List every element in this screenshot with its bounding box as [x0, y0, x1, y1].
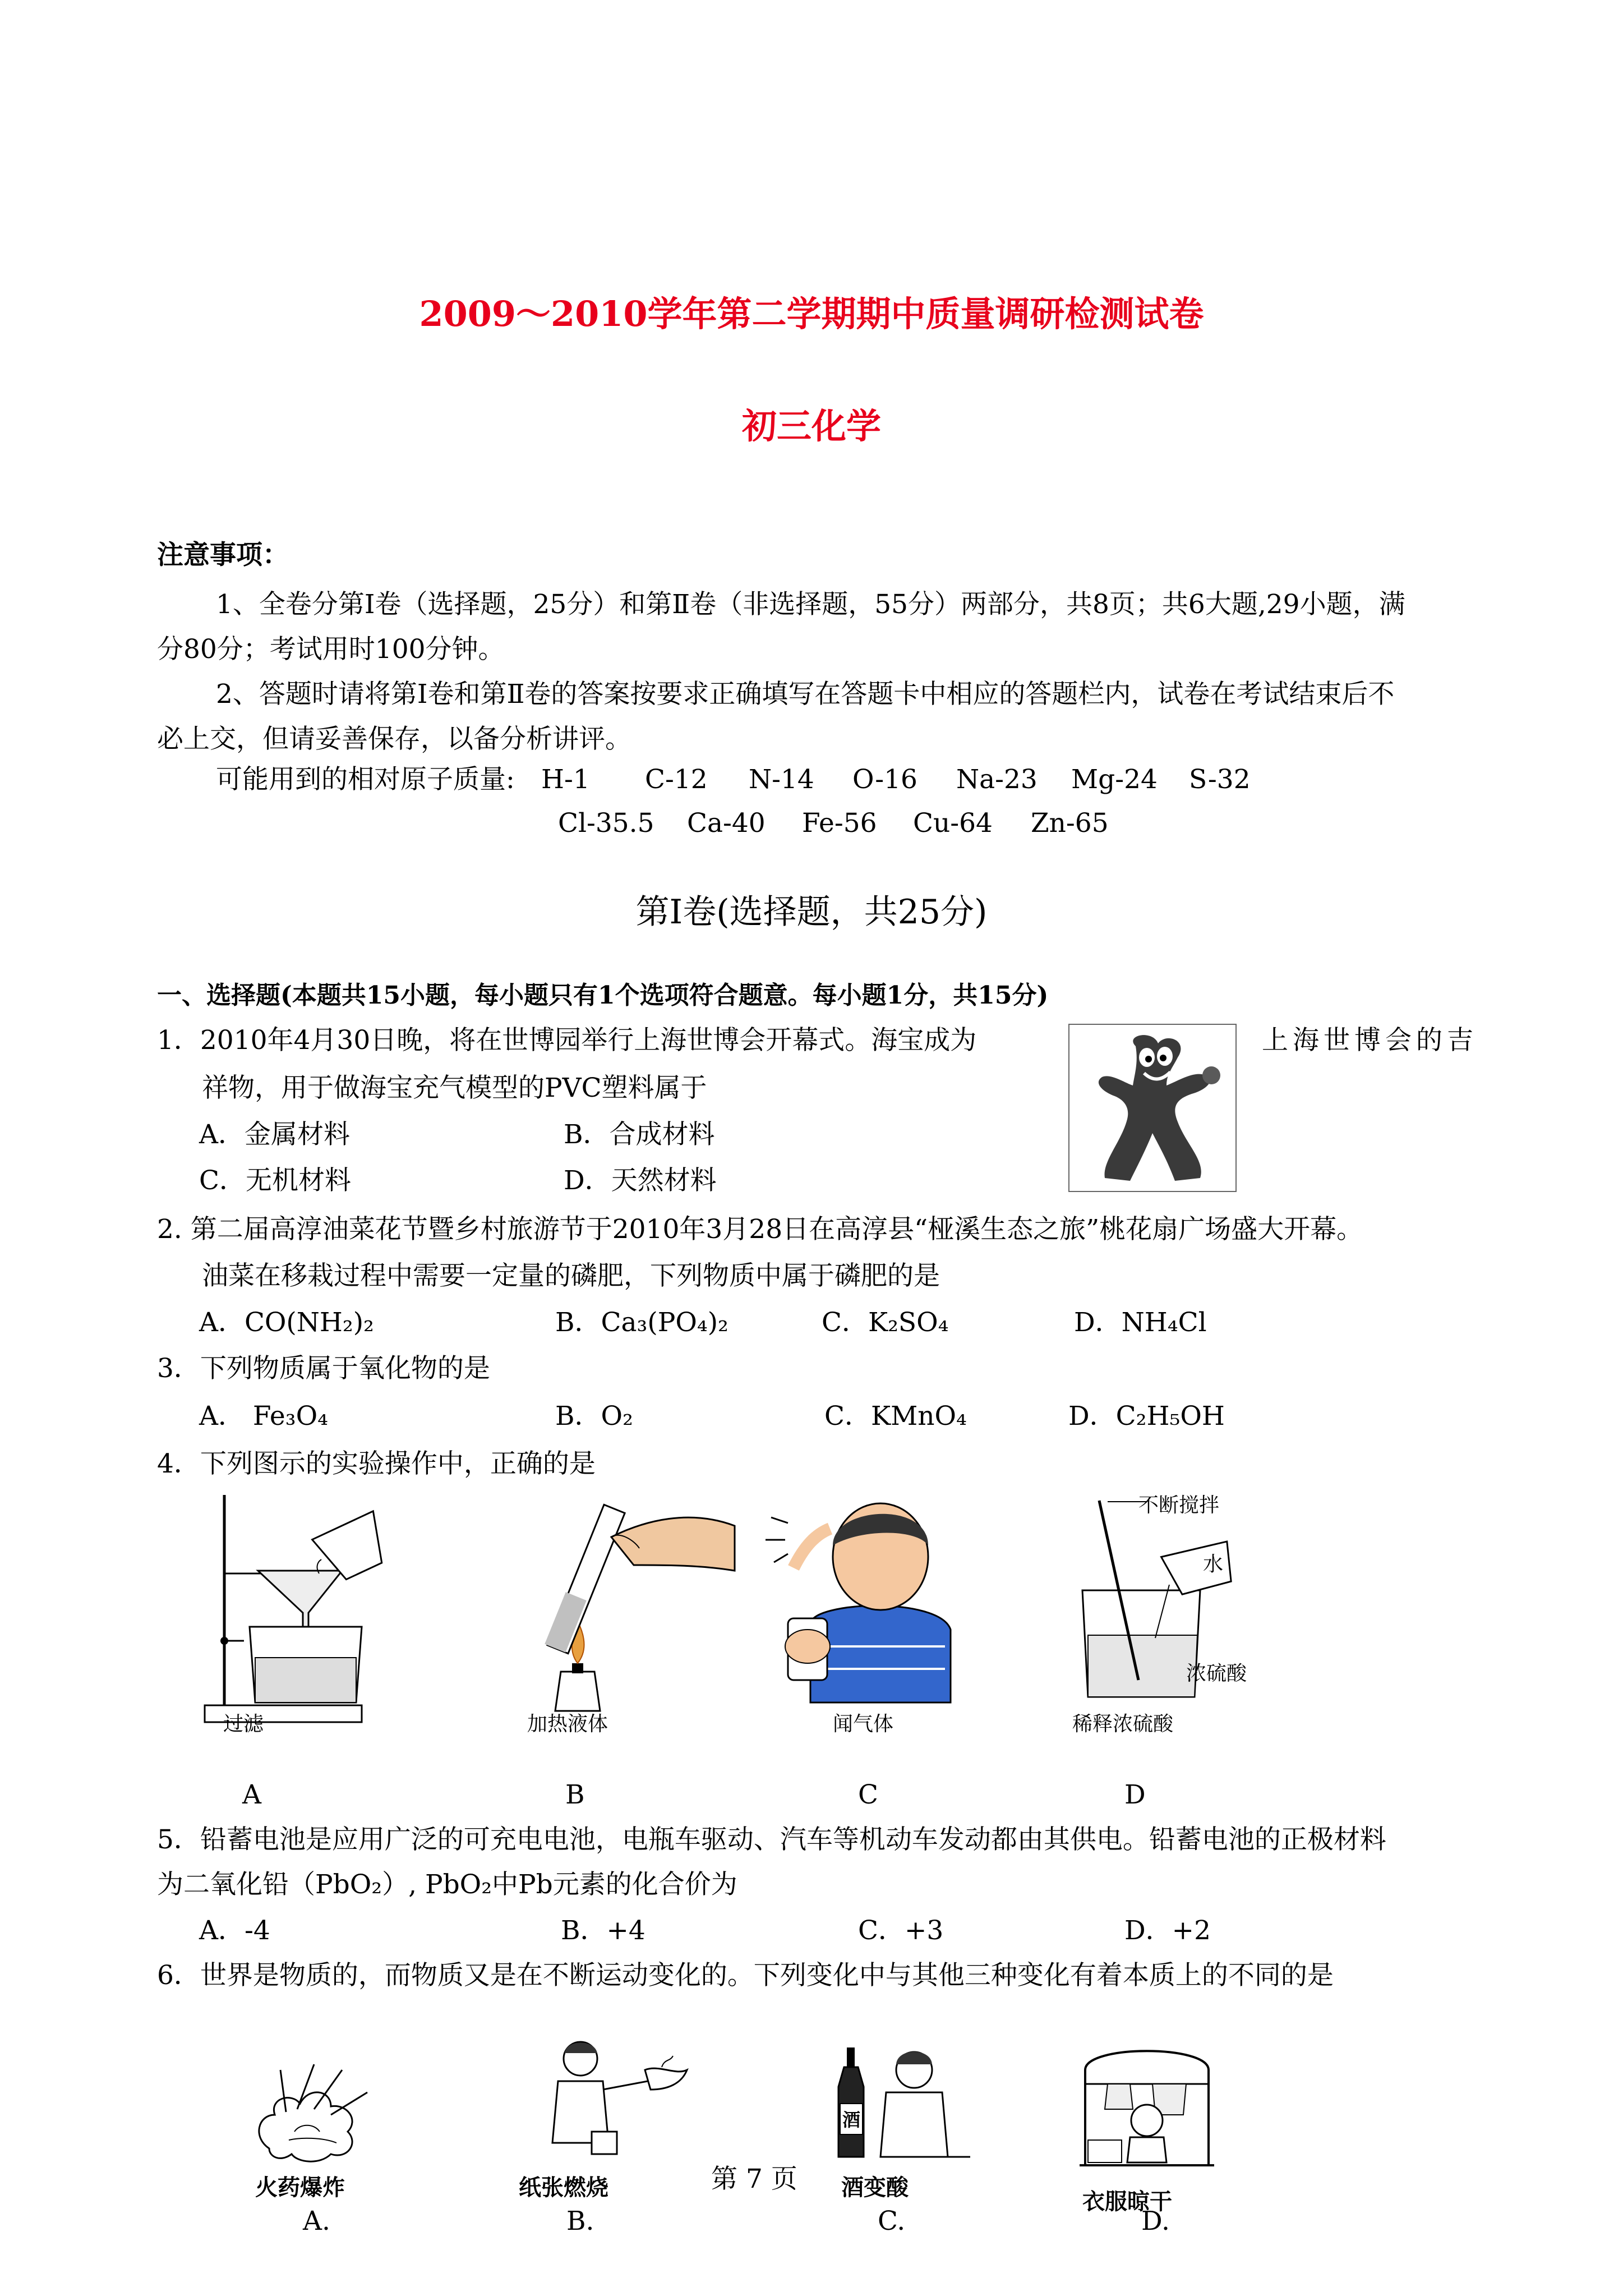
q3-option-b: B．O₂: [555, 1401, 633, 1432]
q6-caption-d: 衣服晾干: [1082, 2189, 1172, 2215]
q5-option-a: A．-4: [199, 1915, 270, 1946]
atomic-mass-c: C-12: [645, 764, 708, 795]
q4-line1: 4．下列图示的实验操作中，正确的是: [157, 1448, 596, 1479]
q5-line2: 为二氧化铅（PbO₂）, PbO₂中Pb元素的化合价为: [157, 1869, 737, 1900]
q3-option-c: C．KMnO₄: [824, 1401, 967, 1432]
atomic-mass-s: S-32: [1189, 764, 1251, 795]
q4-letter-d: D: [1124, 1779, 1146, 1810]
q6-letter-c: C.: [878, 2206, 906, 2237]
atomic-mass-label: 可能用到的相对原子质量:: [216, 764, 515, 795]
q6-caption-b: 纸张燃烧: [519, 2175, 608, 2201]
haibao-mascot-image: [1068, 1024, 1237, 1192]
atomic-mass-o: O-16: [852, 764, 917, 795]
atomic-mass-n: N-14: [749, 764, 814, 795]
q4-caption-c: 闻气体: [833, 1713, 894, 1736]
q3-option-a: A． Fe₃O₄: [199, 1401, 328, 1432]
q1-line1: 1．2010年4月30日晚，将在世博园举行上海世博会开幕式。海宝成为: [157, 1025, 977, 1056]
atomic-mass-cl: Cl-35.5: [558, 808, 654, 839]
notice-item1-line2: 分80分；考试用时100分钟。: [157, 634, 505, 665]
part1-title: 第Ⅰ卷(选择题，共25分): [635, 892, 988, 932]
q4-letter-b: B: [565, 1779, 585, 1810]
q4-letter-a: A: [242, 1779, 261, 1810]
q4-label-stir: 不断搅拌: [1138, 1494, 1220, 1517]
page-number: 第 7 页: [711, 2164, 797, 2194]
wine-souring-figure: [830, 2036, 976, 2165]
q6-caption-c: 酒变酸: [841, 2175, 909, 2201]
q6-letter-d: D.: [1141, 2206, 1170, 2237]
q4-caption-d: 稀释浓硫酸: [1072, 1713, 1174, 1736]
atomic-mass-fe: Fe-56: [802, 808, 877, 839]
q5-option-c: C．+3: [858, 1915, 944, 1946]
q4-letter-c: C: [858, 1779, 878, 1810]
paper-burning-figure: [524, 2036, 698, 2165]
q5-option-d: D．+2: [1124, 1915, 1211, 1946]
smelling-gas-figure: [749, 1484, 962, 1703]
q1-option-b: B．合成材料: [564, 1119, 715, 1150]
exam-title: 2009～2010学年第二学期期中质量调研检测试卷: [419, 293, 1204, 334]
q4-caption-b: 加热液体: [527, 1713, 608, 1736]
notice-item1-line1: 1、全卷分第Ⅰ卷（选择题，25分）和第Ⅱ卷（非选择题，55分）两部分，共8页；共6大题,29小题，满: [216, 589, 1405, 620]
q5-line1: 5．铅蓄电池是应用广泛的可充电电池，电瓶车驱动、汽车等机动车发动都由其供电。铅蓄电池的正极材料: [157, 1824, 1386, 1855]
q6-caption-a: 火药爆炸: [255, 2175, 345, 2201]
q1-option-a: A．金属材料: [199, 1119, 350, 1150]
q6-letter-a: A.: [303, 2206, 330, 2237]
q4-label-water: 水: [1203, 1553, 1224, 1576]
atomic-mass-h: H-1: [541, 764, 590, 795]
explosion-figure: [247, 2053, 376, 2165]
q1-option-c: C．无机材料: [199, 1165, 351, 1196]
atomic-mass-cu: Cu-64: [913, 808, 993, 839]
q6-letter-b: B.: [566, 2206, 594, 2237]
q3-line1: 3．下列物质属于氧化物的是: [157, 1353, 490, 1384]
atomic-mass-ca: Ca-40: [687, 808, 766, 839]
atomic-mass-zn: Zn-65: [1031, 808, 1109, 839]
notice-item2-line1: 2、答题时请将第Ⅰ卷和第Ⅱ卷的答案按要求正确填写在答题卡中相应的答题栏内，试卷在考试结束后不: [216, 679, 1395, 710]
q1-option-d: D．天然材料: [564, 1165, 717, 1196]
q1-line2: 祥物，用于做海宝充气模型的PVC塑料属于: [202, 1073, 707, 1103]
heating-liquid-figure: [522, 1470, 757, 1733]
atomic-mass-na: Na-23: [956, 764, 1038, 795]
q4-label-acid: 浓硫酸: [1186, 1662, 1247, 1685]
notice-heading: 注意事项：: [157, 540, 289, 570]
wine-bottle-label: 酒: [842, 2109, 861, 2131]
clothes-drying-figure: [1068, 2036, 1225, 2177]
q2-option-b: B．Ca₃(PO₄)₂: [555, 1307, 728, 1338]
notice-item2-line2: 必上交，但请妥善保存，以备分析讲评。: [157, 724, 631, 754]
exam-subtitle: 初三化学: [741, 406, 881, 447]
dilute-acid-figure: [1071, 1495, 1284, 1708]
q2-line1: 2. 第二届高淳油菜花节暨乡村旅游节于2010年3月28日在高淳县“桠溪生态之旅”桃花扇广场盛大开幕。: [157, 1214, 1363, 1245]
filtration-figure: [199, 1489, 412, 1742]
q2-option-c: C．K₂SO₄: [822, 1307, 949, 1338]
q3-option-d: D．C₂H₅OH: [1068, 1401, 1225, 1432]
atomic-mass-mg: Mg-24: [1071, 764, 1158, 795]
q6-line1: 6．世界是物质的，而物质又是在不断运动变化的。下列变化中与其他三种变化有着本质上的不同的是: [157, 1960, 1334, 1991]
q2-option-a: A．CO(NH₂)₂: [199, 1307, 374, 1338]
q1-line1-tail: 上海世博会的吉: [1262, 1025, 1478, 1056]
section1-title: 一、选择题(本题共15小题，每小题只有1个选项符合题意。每小题1分，共15分): [157, 981, 1049, 1010]
q2-option-d: D．NH₄Cl: [1074, 1307, 1207, 1338]
q5-option-b: B．+4: [561, 1915, 645, 1946]
q2-line2: 油菜在移栽过程中需要一定量的磷肥，下列物质中属于磷肥的是: [202, 1260, 940, 1291]
q4-caption-a: 过滤: [223, 1713, 264, 1736]
